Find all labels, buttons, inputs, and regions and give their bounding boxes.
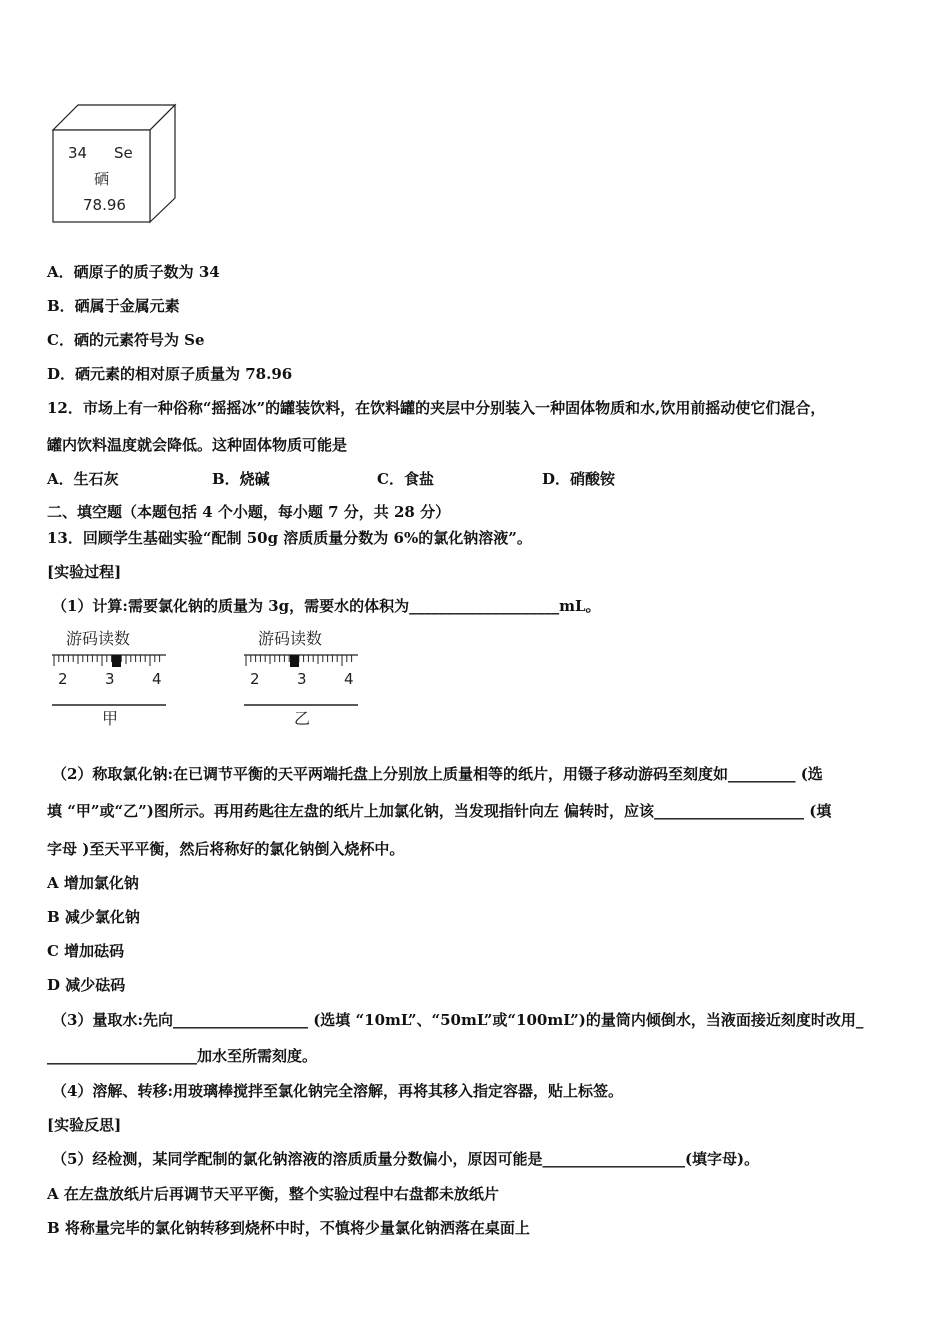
step2-option-c: C 增加砝码	[47, 942, 125, 960]
q12-stem-line1: 12．市场上有一种俗称“摇摇冰”的罐装饮料，在饮料罐的夹层中分别装入一种固体物质和水,饮用前摇动使它们混合，	[47, 399, 826, 417]
step2-line2: 填 “甲”或“乙”)图所示。再用药匙往左盘的纸片上加氯化钠，当发现指针向左 偏转时，应该____________________ (填	[47, 802, 832, 820]
element-mass: 78.96	[83, 196, 126, 214]
step5-option-a: A 在左盘放纸片后再调节天平平衡，整个实验过程中右盘都未放纸片	[47, 1185, 499, 1203]
ruler-title: 游码读数	[66, 629, 131, 648]
q11-option-d: D．硒元素的相对原子质量为 78.96	[47, 365, 293, 383]
ruler-figure-yi	[240, 626, 362, 728]
q13-stem: 13．回顾学生基础实验“配制 50g 溶质质量分数为 6%的氯化钠溶液”。	[47, 529, 532, 547]
q12-option-d: D．硝酸铵	[542, 470, 616, 488]
ruler-tick-label: 3	[297, 670, 307, 688]
step3-line1: （3）量取水:先向__________________ (选填 “10mL”、“50mL”或“100mL”)的量筒内倾倒水，当液面接近刻度时改用_	[52, 1011, 864, 1029]
step2-line1: （2）称取氯化钠:在已调节平衡的天平两端托盘上分别放上质量相等的纸片，用镊子移动游码至刻度如_________ (选	[52, 765, 823, 783]
ruler-tick-label: 4	[344, 670, 354, 688]
ruler-title: 游码读数	[258, 629, 323, 648]
step4: （4）溶解、转移:用玻璃棒搅拌至氯化钠完全溶解，再将其移入指定容器，贴上标签。	[52, 1082, 623, 1100]
q12-option-a: A．生石灰	[47, 470, 119, 488]
ruler-label-yi: 乙	[294, 709, 311, 728]
rider-marker	[290, 655, 299, 667]
q12-option-c: C．食盐	[377, 470, 434, 488]
step2-option-a: A 增加氯化钠	[47, 874, 139, 892]
ruler-label-jia: 甲	[102, 709, 119, 728]
step3-line2: ____________________加水至所需刻度。	[47, 1047, 318, 1065]
ruler-tick-label: 2	[58, 670, 68, 688]
rider-marker	[112, 655, 121, 667]
ruler-tick-label: 2	[250, 670, 260, 688]
step2-option-d: D 减少砝码	[47, 976, 126, 994]
step5-option-b: B 将称量完毕的氯化钠转移到烧杯中时，不慎将少量氯化钠洒落在桌面上	[47, 1219, 530, 1237]
ruler-tick-label: 3	[105, 670, 115, 688]
element-number: 34	[68, 144, 88, 162]
q12-options	[47, 469, 615, 489]
element-name: 硒	[94, 170, 110, 188]
q12-stem-line2: 罐内饮料温度就会降低。这种固体物质可能是	[47, 436, 348, 454]
element-box-figure	[50, 102, 180, 226]
step2-line3: 字母 )至天平平衡，然后将称好的氯化钠倒入烧杯中。	[47, 840, 405, 858]
q11-option-c: C．硒的元素符号为 Se	[47, 331, 205, 349]
q12-option-b: B．烧碱	[212, 470, 270, 488]
element-symbol: Se	[114, 144, 133, 162]
step2-option-b: B 减少氯化钠	[47, 908, 140, 926]
ruler-tick-label: 4	[152, 670, 162, 688]
ruler-figure-jia	[48, 626, 170, 728]
process-header: [实验过程]	[47, 563, 122, 581]
section-heading: 二、填空题（本题包括 4 个小题，每小题 7 分，共 28 分）	[47, 503, 451, 521]
step1: （1）计算:需要氯化钠的质量为 3g，需要水的体积为____________________mL。	[52, 597, 601, 615]
q11-option-b: B．硒属于金属元素	[47, 297, 180, 315]
q11-option-a: A．硒原子的质子数为 34	[47, 263, 220, 281]
reflection-header: [实验反思]	[47, 1116, 122, 1134]
step5: （5）经检测，某同学配制的氯化钠溶液的溶质质量分数偏小，原因可能是___________________(填字母)。	[52, 1150, 760, 1168]
ruler-ticks	[54, 655, 160, 666]
